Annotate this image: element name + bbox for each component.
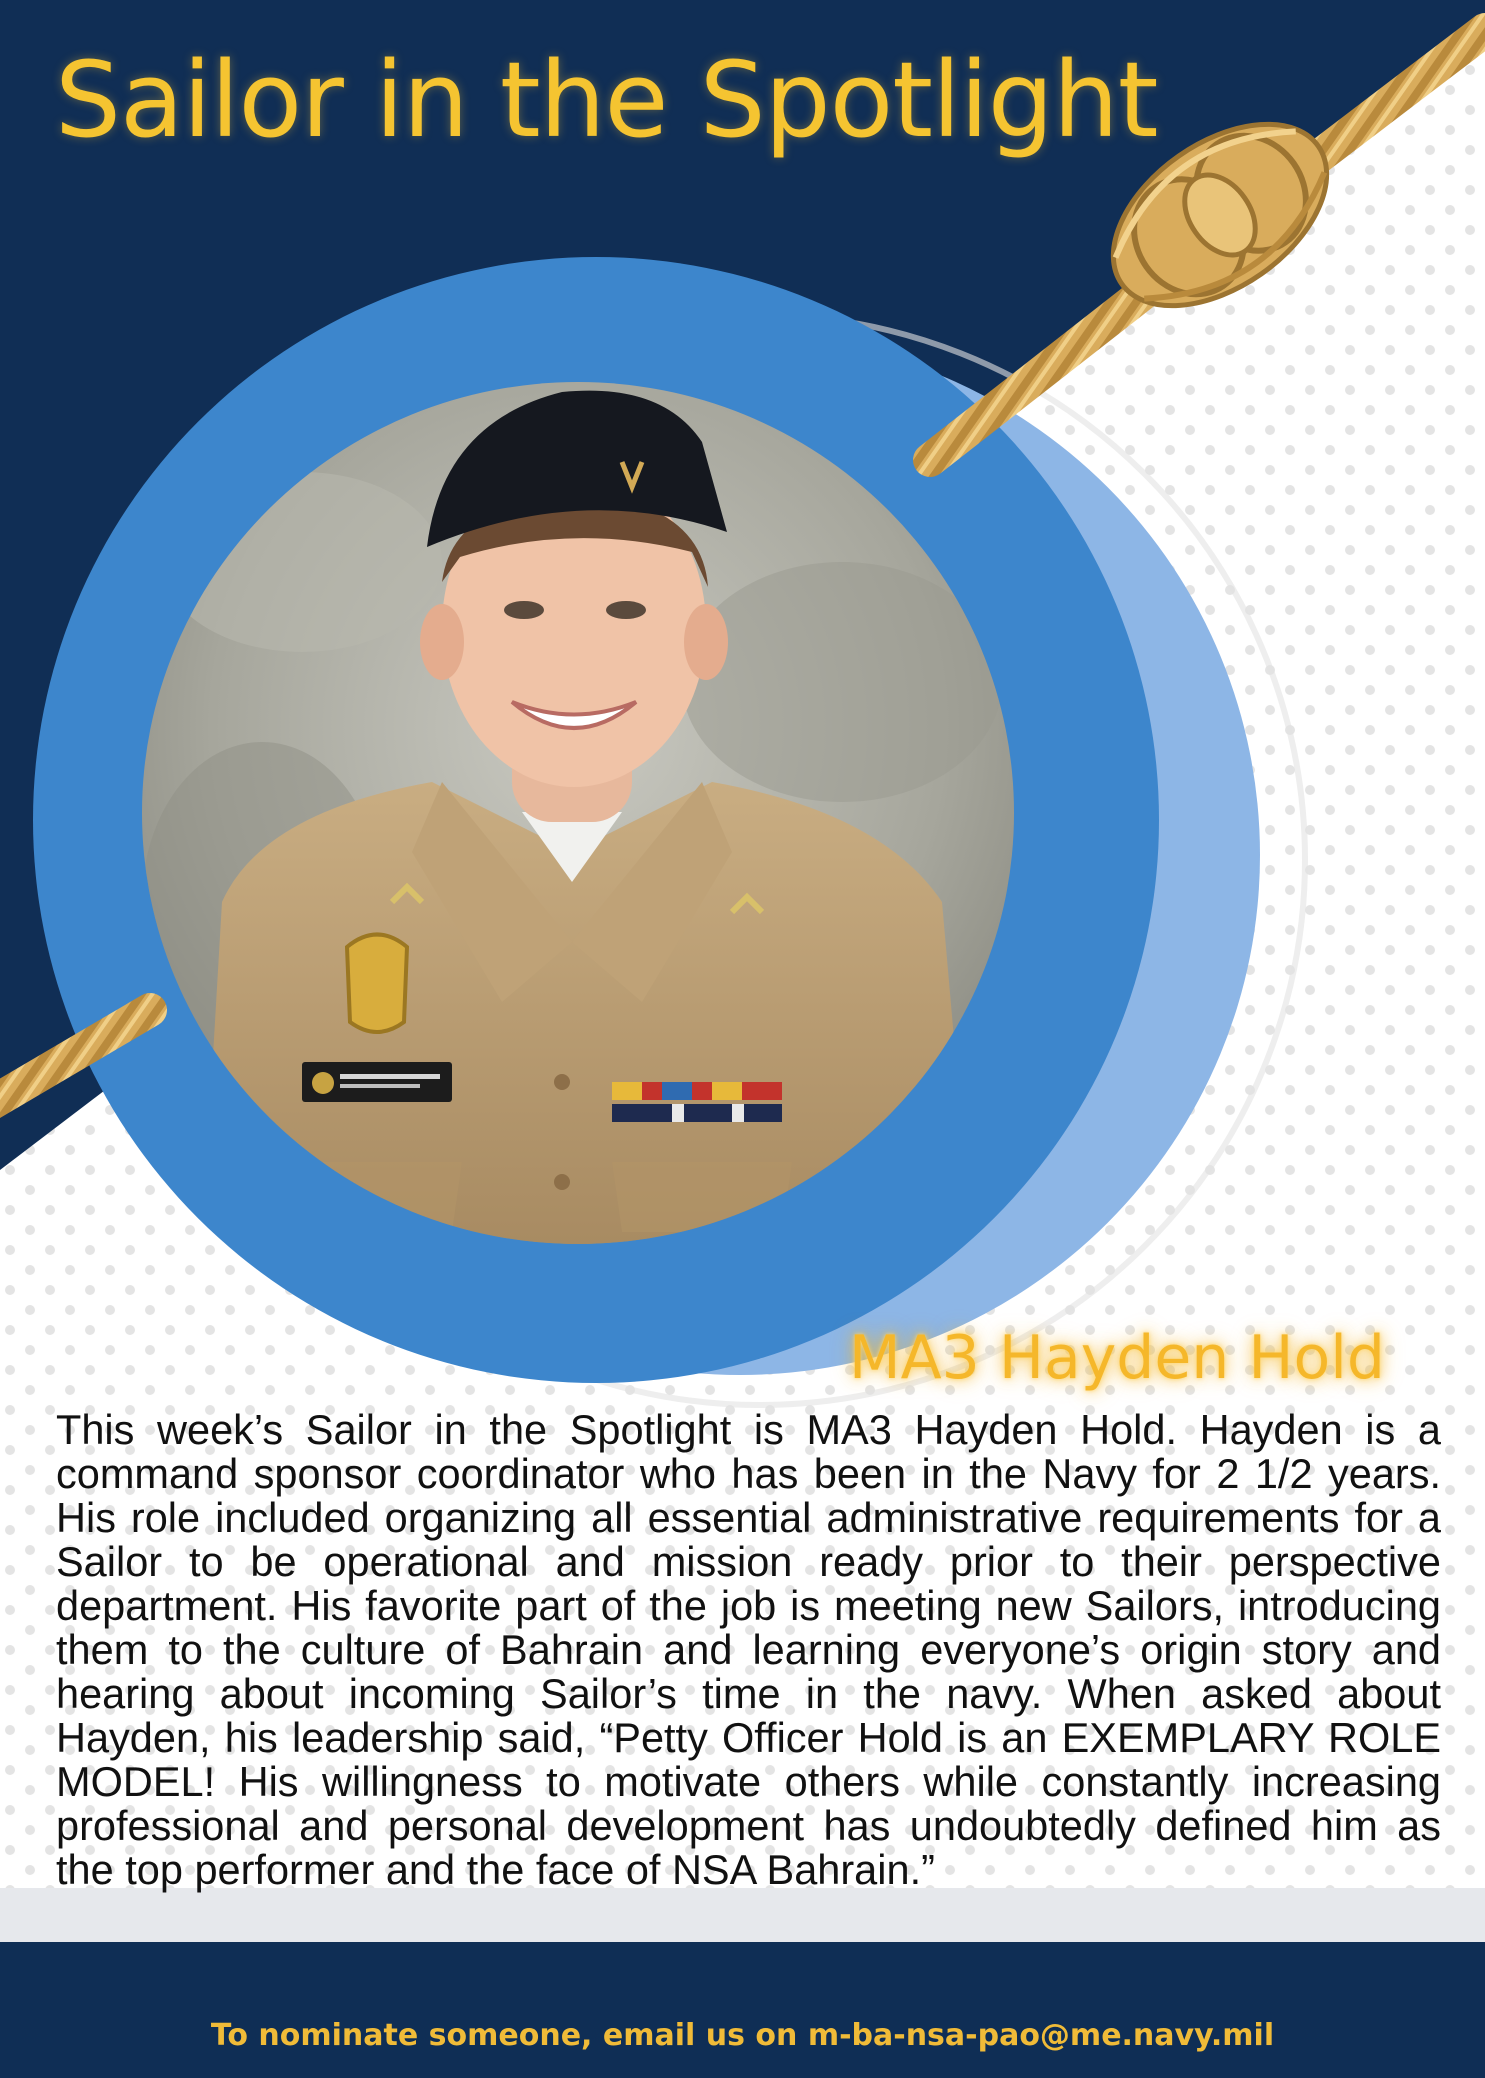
- bottom-band: [0, 1888, 1485, 1944]
- nominate-text: To nominate someone, email us on m-ba-nsa-pao@me.navy.mil: [210, 2018, 1275, 2053]
- page-title: Sailor in the Spotlight: [55, 39, 1158, 161]
- footer-bar: [0, 1942, 1485, 2078]
- sailor-story: This week’s Sailor in the Spotlight is MA3 Hayden Hold. Hayden is a command sponsor coordinator who has been in the Navy for 2 1/2 years. His role included organizing all essential administrative requirements for a Sailor to be operational and mission ready prior to their perspective department. His favorite part of the job is meeting new Sailors, introducing them to the culture of Bahrain and learning everyone’s origin story and hearing about incoming Sailor’s time in the navy. When asked about Hayden, his leadership said, “Petty Officer Hold is an EXEMPLARY ROLE MODEL! His willingness to motivate others while constantly increasing professional and personal development has undoubtedly defined him as the top performer and the face of NSA Bahrain.”: [56, 1406, 1441, 1893]
- sailor-name: MA3 Hayden Hold: [848, 1323, 1385, 1393]
- sailor-photo: [142, 382, 1014, 1244]
